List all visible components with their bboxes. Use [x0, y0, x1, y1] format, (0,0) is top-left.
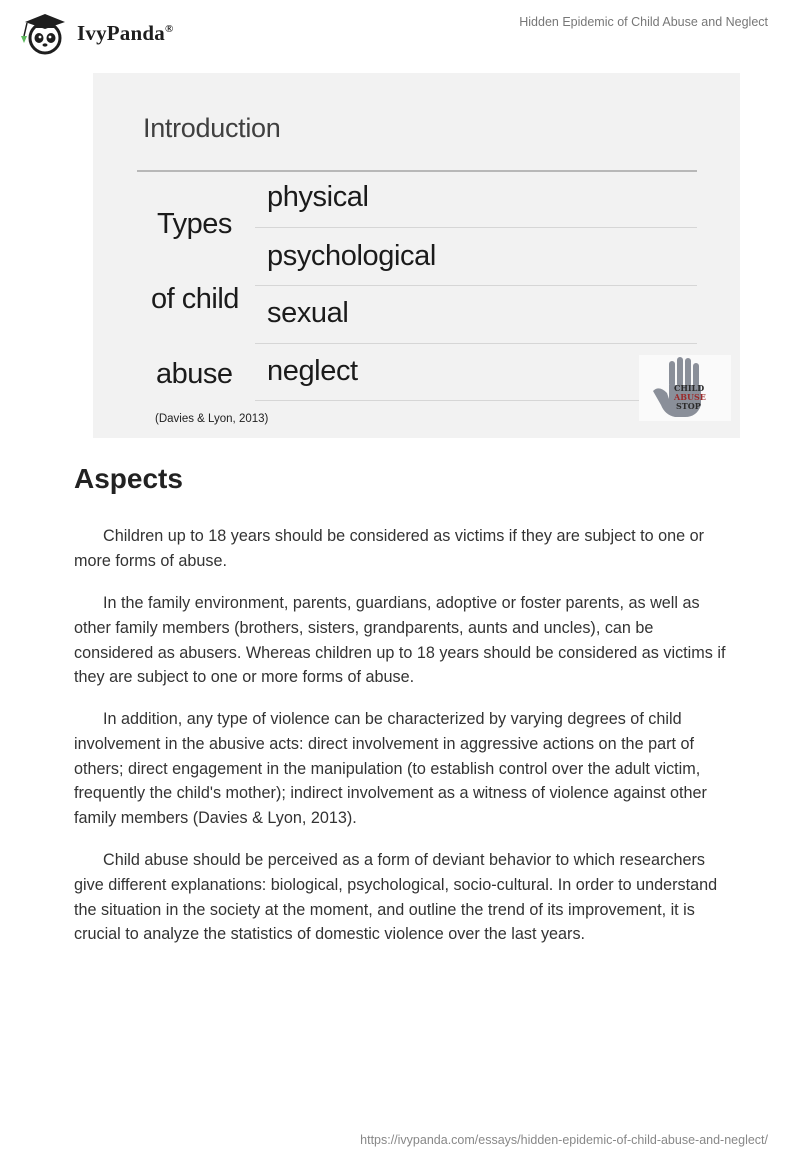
hand-icon	[639, 355, 731, 421]
page-header	[0, 0, 800, 70]
hand-word-cloud-image	[639, 355, 731, 421]
row-divider	[255, 285, 697, 286]
slide-citation: (Davies & Lyon, 2013)	[155, 413, 269, 425]
thumbnail-word: ABUSE	[674, 392, 706, 402]
slide-image	[93, 73, 740, 438]
slide-left-word: of child	[151, 283, 239, 315]
section-title: Aspects	[74, 463, 183, 494]
abuse-type-item: physical	[267, 181, 369, 213]
row-divider	[255, 227, 697, 228]
panda-graduate-icon	[15, 10, 71, 56]
abuse-type-item: neglect	[267, 355, 358, 387]
footer-url[interactable]: https://ivypanda.com/essays/hidden-epidemic-of-child-abuse-and-neglect/	[360, 1133, 768, 1147]
slide-left-word: Types	[157, 208, 232, 240]
abuse-type-item: sexual	[267, 297, 349, 329]
ivypanda-logo[interactable]	[15, 10, 173, 56]
slide-divider	[137, 170, 697, 172]
thumbnail-word: CHILD	[674, 383, 705, 393]
slide-left-word: abuse	[156, 358, 233, 390]
thumbnail-word: STOP	[676, 401, 701, 411]
row-divider	[255, 343, 697, 344]
article-paragraph: Child abuse should be perceived as a form of deviant behavior to which researchers give different explanations: biological, psychological, socio-cultural. In order to understand the situation in the society at the moment, and outline the trend of its improvement, it is crucial to analyze the statistics of domestic violence over the last years.	[74, 851, 718, 944]
brand-name: IvyPanda®	[77, 20, 174, 45]
row-divider	[255, 400, 697, 401]
document-title: Hidden Epidemic of Child Abuse and Neglect	[519, 15, 768, 29]
abuse-type-item: psychological	[267, 240, 436, 272]
article-paragraph: Children up to 18 years should be considered as victims if they are subject to one or more forms of abuse.	[74, 527, 705, 570]
article-paragraph: In the family environment, parents, guardians, adoptive or foster parents, as well as other family members (brothers, sisters, grandparents, aunts and uncles), can be considered as abusers. Whereas children up to 18 years should be considered as victims if they are subject to one or more forms of abuse.	[74, 594, 726, 687]
slide-heading: Introduction	[143, 113, 281, 143]
article-paragraph: In addition, any type of violence can be characterized by varying degrees of child involvement in the abusive acts: direct involvement in aggressive actions on the part of others; direct engagement in the manipulation (to establish control over the adult victim, frequently the child's mother); indirect involvement as a witness of violence against other family members (Davies & Lyon, 2013).	[74, 710, 707, 828]
